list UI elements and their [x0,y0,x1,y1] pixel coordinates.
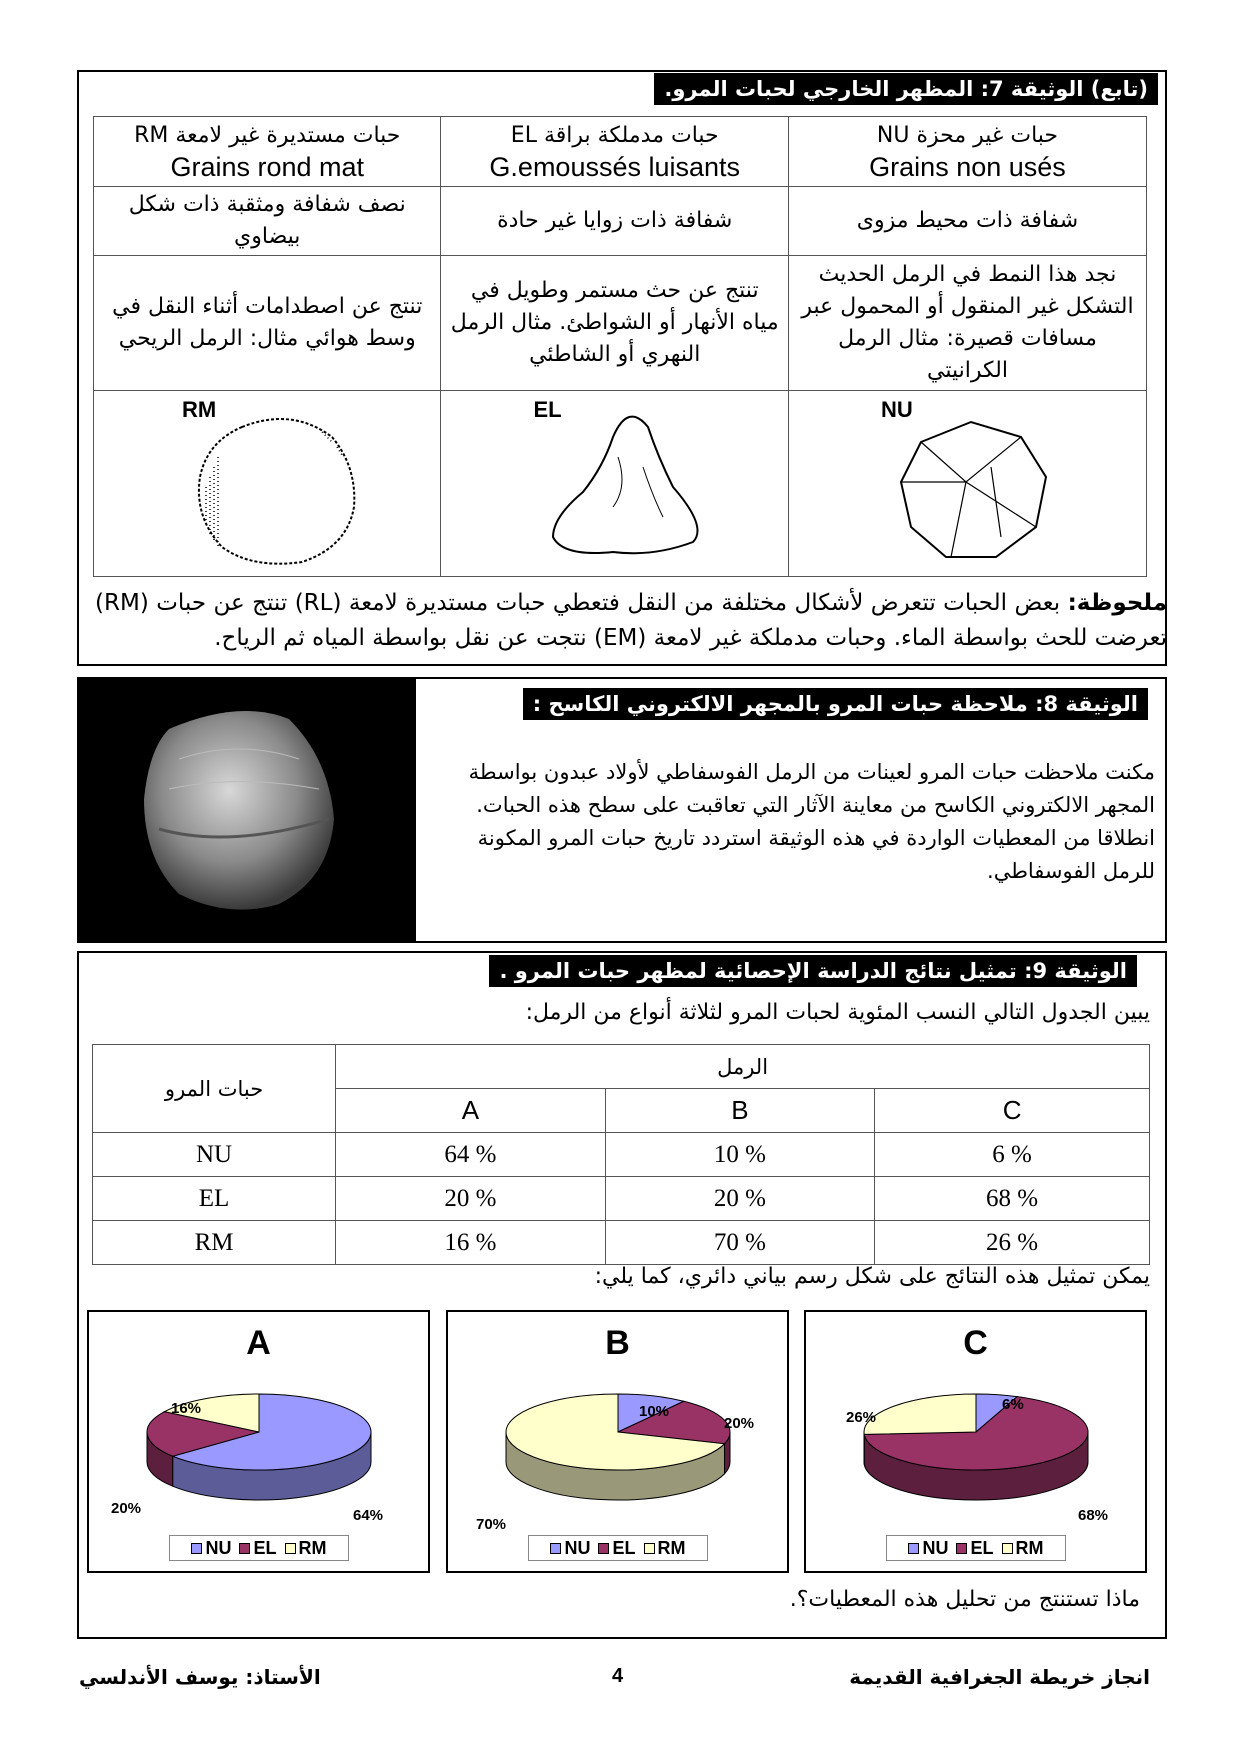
chart-legend [886,1535,1066,1561]
legend-item-el: EL [239,1538,276,1559]
legend-item-rm: RM [285,1538,327,1559]
slice-label: 10% [639,1403,670,1420]
rm-transparency: نصف شفافة ومثقبة ذات شكل بيضاوي [94,187,441,256]
slice-label: 70% [476,1516,507,1533]
table-row [93,1133,1150,1177]
doc7-header: (تابع) الوثيقة 7: المظهر الخارجي لحبات المرو. [654,73,1158,105]
doc7-note [95,586,1167,656]
slice-label: 26% [846,1409,877,1426]
chart-title: B [605,1324,630,1362]
rm-origin: تنتج عن اصطدامات أثناء النقل في وسط هوائي مثال: الرمل الريحي [94,256,441,391]
doc8-text [450,756,1155,888]
grain-name: RM [93,1221,336,1265]
sem-image [79,679,416,941]
legend-item-nu: NU [908,1538,948,1559]
grain-name: NU [93,1133,336,1177]
el-name-fr: G.emoussés luisants [489,152,741,182]
value-cell: 16 % [336,1221,606,1265]
note-label: ملحوظة: [1067,590,1167,616]
table-row [93,1177,1150,1221]
slice-label: 20% [111,1500,142,1517]
doc8-para2: انطلاقا من المعطيات الواردة في هذه الوثيقة استردد تاريخ حبات المرو المكونة للرمل الفوسفاطي. [477,826,1155,883]
legend-item-nu: NU [191,1538,231,1559]
el-grain-cell [441,391,788,577]
quartz-grain-micrograph [79,679,416,941]
legend-item-el: EL [598,1538,635,1559]
doc7-table [93,116,1147,577]
value-cell: 20 % [605,1177,875,1221]
nu-name-ar: حبات غير محزة NU [876,123,1059,148]
el-transparency: شفافة ذات زوايا غير حادة [441,187,788,256]
legend-item-rm: RM [1002,1538,1044,1559]
pie-slice-rm [864,1394,976,1434]
rm-grain-cell [94,391,441,577]
pie-chart-a [87,1310,430,1573]
doc8-header: الوثيقة 8: ملاحظة حبات المرو بالمجهر الالكتروني الكاسح : [523,688,1148,720]
slice-label: 6% [1002,1396,1024,1413]
col-nu-header [788,117,1146,187]
pie-chart-b [446,1310,789,1573]
rm-grain-label: RM [182,397,217,422]
rm-name-fr: Grains rond mat [170,152,365,182]
col-el-header [441,117,788,187]
page-number: 4 [612,1665,624,1687]
legend-item-el: EL [956,1538,993,1559]
sand-percentage-table [92,1044,1150,1265]
grain-name: EL [93,1177,336,1221]
doc8-para1: مكنت ملاحظت حبات المرو لعينات من الرمل الفوسفاطي لأولاد عبدون بواسطة المجهر الالكتروني الكاسح من معاينة الآثار التي تعاقبت على سطح هذه الحبات. [468,760,1155,817]
doc9-intro: يبين الجدول التالي النسب المئوية لحبات المرو لثلاثة أنواع من الرمل: [525,1000,1150,1025]
value-cell: 26 % [875,1221,1150,1265]
note-text: بعض الحبات تتعرض لأشكال مختلفة من النقل فتعطي حبات مستديرة لامعة (RL) تنتج عن حبات (RM) تعرضت للحث بواسطة الماء. وحبات مدملكة غير لامعة (EM) نتجت عن نقل بواسطة المياه ثم الرياح. [95,590,1167,651]
slice-label: 68% [1078,1507,1109,1524]
slice-label: 16% [171,1400,202,1417]
slice-label: 20% [724,1415,755,1432]
slice-label: 64% [353,1507,384,1524]
doc9-question: ماذا تستنتج من تحليل هذه المعطيات؟. [789,1587,1140,1612]
chart-legend [528,1535,708,1561]
table-row [93,1221,1150,1265]
el-grain-drawing [533,397,733,572]
rm-name-ar: حبات مستديرة غير لامعة RM [134,123,401,148]
value-cell: 70 % [605,1221,875,1265]
footer-author: الأستاذ: يوسف الأندلسي [79,1665,321,1689]
legend-item-nu: NU [550,1538,590,1559]
chart-legend [169,1535,349,1561]
row-header: حبات المرو [93,1045,336,1133]
value-cell: 6 % [875,1133,1150,1177]
footer-title: انجاز خريطة الجغرافية القديمة [849,1665,1150,1689]
chart-intro: يمكن تمثيل هذه النتائج على شكل رسم بياني دائري، كما يلي: [594,1264,1150,1289]
legend-item-rm: RM [644,1538,686,1559]
col-rm-header [94,117,441,187]
nu-grain-label: NU [880,397,913,422]
sand-c-header: C [875,1089,1150,1133]
chart-title: C [963,1324,988,1362]
value-cell: 20 % [336,1177,606,1221]
value-cell: 64 % [336,1133,606,1177]
nu-grain-cell [788,391,1146,577]
rm-grain-drawing [182,397,382,572]
nu-transparency: شفافة ذات محيط مزوى [788,187,1146,256]
nu-name-fr: Grains non usés [869,152,1066,182]
el-origin: تنتج عن حث مستمر وطويل في مياه الأنهار أو الشواطئ. مثال الرمل النهري أو الشاطئي [441,256,788,391]
value-cell: 10 % [605,1133,875,1177]
chart-title: A [246,1324,271,1362]
sand-a-header: A [336,1089,606,1133]
nu-origin: نجد هذا النمط في الرمل الحديث التشكل غير المنقول أو المحمول عبر مسافات قصيرة: مثال الرمل الكرانيتي [788,256,1146,391]
sand-b-header: B [605,1089,875,1133]
doc9-header: الوثيقة 9: تمثيل نتائج الدراسة الإحصائية لمظهر حبات المرو . [489,955,1137,987]
group-header: الرمل [336,1045,1150,1089]
el-grain-label: EL [533,397,562,422]
pie-chart-c [804,1310,1147,1573]
el-name-ar: حبات مدملكة براقة EL [510,123,719,148]
nu-grain-drawing [881,397,1081,572]
value-cell: 68 % [875,1177,1150,1221]
